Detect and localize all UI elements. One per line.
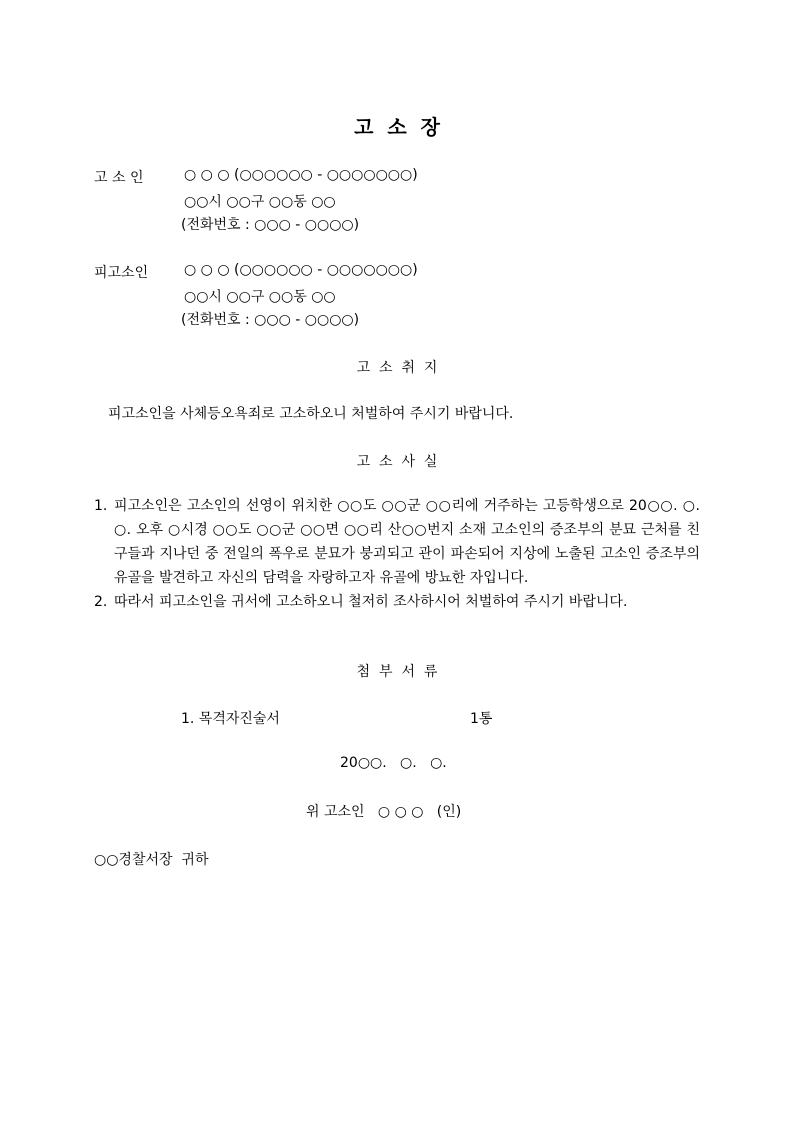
accused-address: ○○시 ○○구 ○○동 ○○ [184, 289, 336, 305]
complainant-phone: (전화번호 : ○○○ - ○○○○) [181, 217, 360, 233]
facts-list [94, 494, 700, 614]
fact-text: 따라서 피고소인을 귀서에 고소하오니 철저히 조사하시어 처벌하여 주시기 바랍니다. [114, 594, 628, 610]
complainant-name-id: ○ ○ ○ (○○○○○○ - ○○○○○○○) [184, 167, 418, 183]
attachments-heading: 첨 부 서 류 [356, 664, 438, 680]
facts-heading: 고 소 사 실 [356, 454, 438, 470]
complainant-label: 고 소 인 [94, 170, 144, 186]
list-item [94, 494, 700, 590]
purpose-heading: 고 소 취 지 [356, 360, 438, 376]
complainant-address: ○○시 ○○구 ○○동 ○○ [184, 194, 336, 210]
purpose-text: 피고소인을 사체등오욕죄로 고소하오니 처벌하여 주시기 바랍니다. [108, 406, 514, 422]
fact-text: 피고소인은 고소인의 선영이 위치한 ○○도 ○○군 ○○리에 거주하는 고등학생으로 20○○. ○. ○. 오후 ○시경 ○○도 ○○군 ○○면 ○○리 산○○번지 소재 고소인의 증조부의 분묘 근처를 친구들과 지나던 중 전일의 폭우로 분묘가 붕괴되고 관이 파손되어 지상에 노출된 고소인 증조부의 유골을 발견하고 자신의 담력을 자랑하고자 유골에 방뇨한 자입니다. [114, 498, 700, 586]
document-title: 고 소 장 [354, 115, 440, 139]
fact-number: 2. [94, 594, 108, 610]
accused-label: 피고소인 [94, 265, 149, 281]
fact-number: 1. [94, 498, 108, 514]
list-item [94, 590, 700, 614]
attachment-count: 1통 [470, 711, 493, 727]
recipient: ○○경찰서장 귀하 [94, 852, 209, 868]
accused-phone: (전화번호 : ○○○ - ○○○○) [181, 312, 360, 328]
signature-line: 위 고소인 ○ ○ ○ (인) [306, 804, 462, 820]
accused-name-id: ○ ○ ○ (○○○○○○ - ○○○○○○○) [184, 262, 418, 278]
document-date: 20○○. ○. ○. [340, 755, 447, 771]
attachment-name: 1. 목격자진술서 [181, 711, 280, 727]
